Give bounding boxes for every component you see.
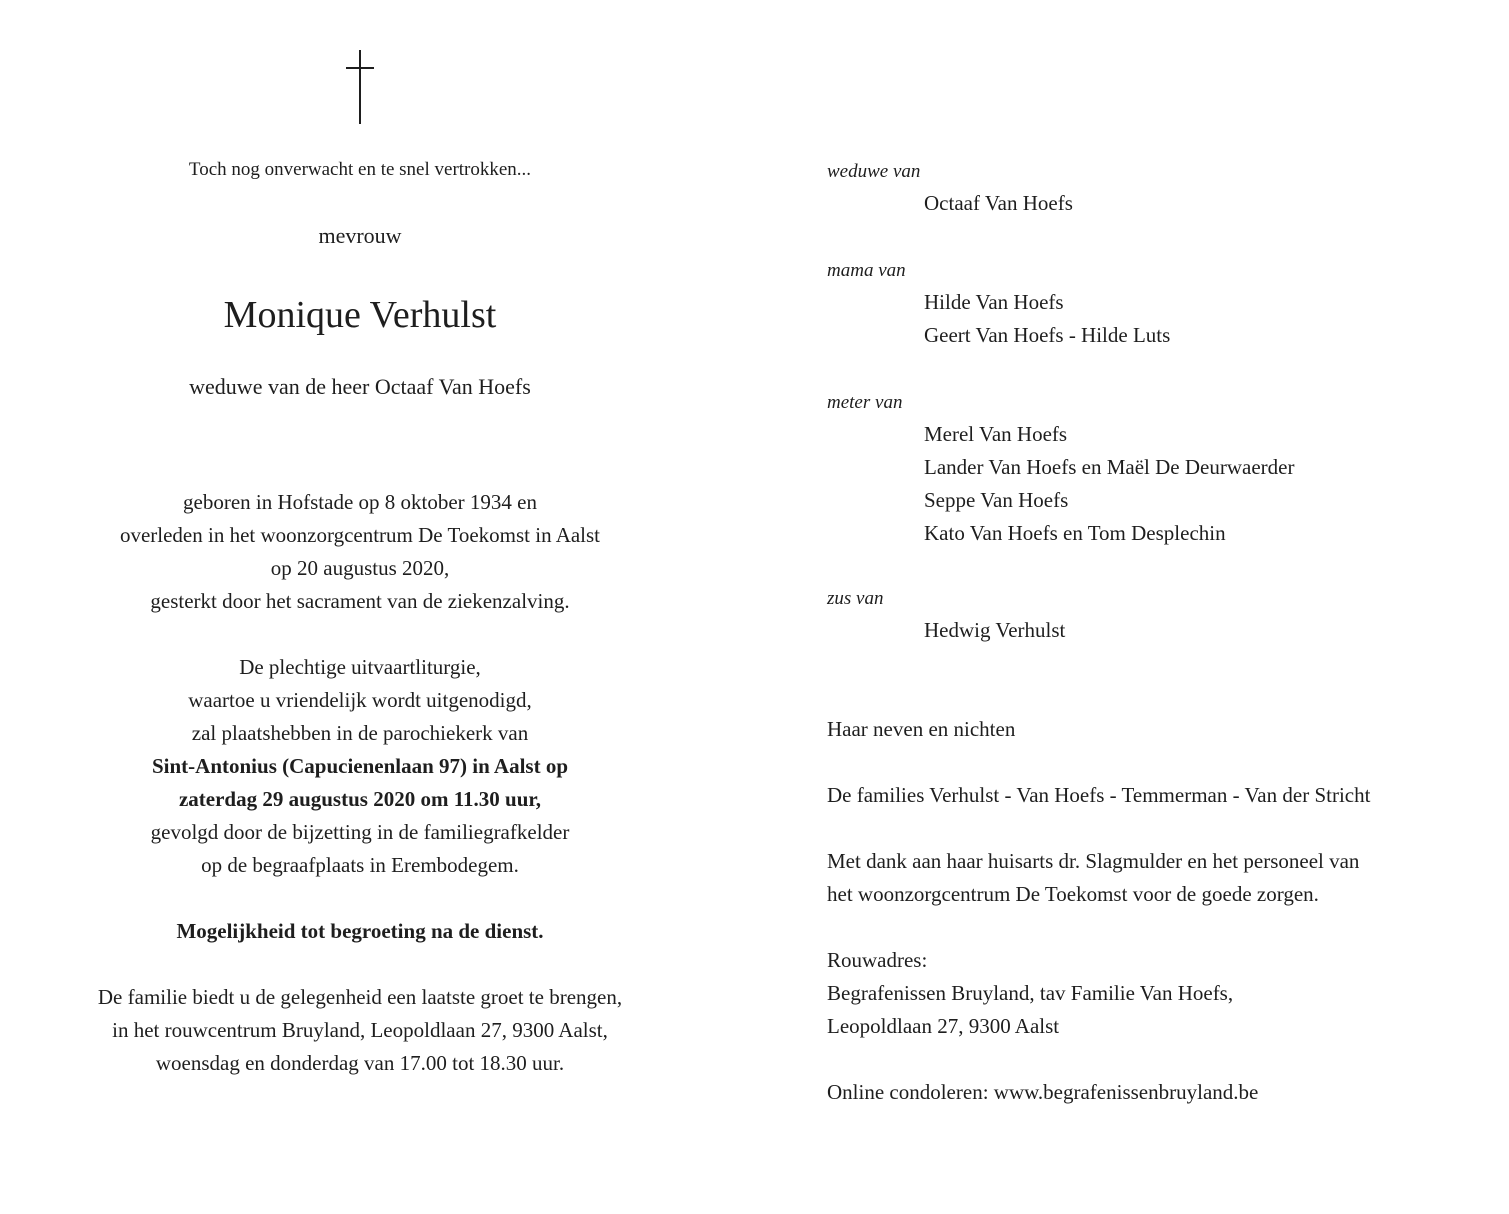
relation-name: Hedwig Verhulst: [924, 618, 1066, 642]
address-line: Rouwadres:: [827, 948, 928, 972]
relation-names: [827, 286, 1487, 352]
thanks-paragraph: [827, 845, 1487, 911]
relation-name: Lander Van Hoefs en Maël De Deurwaerder: [924, 455, 1295, 479]
intro-text: Toch nog onverwacht en te snel vertrokken...: [188, 159, 532, 180]
detail-line: overleden in het woonzorgcentrum De Toekomst in Aalst: [119, 523, 601, 547]
widow-line: weduwe van de heer Octaaf Van Hoefs: [189, 374, 531, 399]
relation-label: mama van: [827, 260, 906, 281]
families-text: De families Verhulst - Van Hoefs - Temmerman - Van der Stricht: [827, 783, 1371, 807]
relation-name: Hilde Van Hoefs: [924, 290, 1064, 314]
relation-label: meter van: [827, 392, 903, 413]
relation-name: Merel Van Hoefs: [924, 422, 1068, 446]
detail-line: gesterkt door het sacrament van de ziekenzalving.: [150, 589, 570, 613]
cross-icon: [346, 50, 374, 124]
liturgy-line: waartoe u vriendelijk wordt uitgenodigd,: [188, 688, 532, 712]
detail-line: op 20 augustus 2020,: [270, 556, 450, 580]
relation-name: Seppe Van Hoefs: [924, 488, 1069, 512]
birth-death-details: [30, 486, 690, 618]
relation-names: [827, 614, 1487, 647]
greeting-note: Mogelijkheid tot begroeting na de dienst.: [176, 919, 544, 943]
thanks-line: het woonzorgcentrum De Toekomst voor de goede zorgen.: [827, 882, 1319, 906]
relation-name: Geert Van Hoefs - Hilde Luts: [924, 323, 1171, 347]
relation-names: [827, 187, 1487, 220]
relation-mother-of: [827, 258, 1487, 352]
relation-label: zus van: [827, 588, 884, 609]
liturgy-line: zal plaatshebben in de parochiekerk van: [191, 721, 529, 745]
visitation-details: [30, 981, 690, 1080]
visit-line: in het rouwcentrum Bruyland, Leopoldlaan 27, 9300 Aalst,: [112, 1018, 608, 1042]
relation-name: Octaaf Van Hoefs: [924, 191, 1073, 215]
online-condolences-text: Online condoleren: www.begrafenissenbruyland.be: [827, 1080, 1259, 1104]
liturgy-line: gevolgd door de bijzetting in de familiegrafkelder: [150, 820, 570, 844]
detail-line: geboren in Hofstade op 8 oktober 1934 en: [183, 490, 537, 514]
relation-widow-of: [827, 159, 1487, 220]
deceased-name: Monique Verhulst: [223, 294, 497, 336]
online-condolences: [827, 1076, 1487, 1109]
address-line: Begrafenissen Bruyland, tav Familie Van Hoefs,: [827, 981, 1234, 1005]
relation-names: [827, 418, 1487, 550]
thanks-line: Met dank aan haar huisarts dr. Slagmulder en het personeel van: [827, 849, 1360, 873]
address-line: Leopoldlaan 27, 9300 Aalst: [827, 1014, 1060, 1038]
visit-line: woensdag en donderdag van 17.00 tot 18.30 uur.: [155, 1051, 565, 1075]
relation-label: weduwe van: [827, 161, 921, 182]
honorific: mevrouw: [318, 223, 402, 248]
nephews-nieces: [827, 713, 1487, 746]
relation-godmother-of: [827, 390, 1487, 550]
families-line: [827, 779, 1487, 812]
visit-line: De familie biedt u de gelegenheid een laatste groet te brengen,: [97, 985, 623, 1009]
liturgy-location: Sint-Antonius (Capucienenlaan 97) in Aalst op: [151, 754, 568, 778]
funeral-liturgy: [30, 651, 690, 882]
relation-sister-of: [827, 586, 1487, 647]
liturgy-line: op de begraafplaats in Erembodegem.: [201, 853, 519, 877]
mourning-address: [827, 944, 1487, 1043]
relation-name: Kato Van Hoefs en Tom Desplechin: [924, 521, 1226, 545]
liturgy-line: De plechtige uitvaartliturgie,: [239, 655, 481, 679]
liturgy-datetime: zaterdag 29 augustus 2020 om 11.30 uur,: [178, 787, 542, 811]
nephews-text: Haar neven en nichten: [827, 717, 1016, 741]
